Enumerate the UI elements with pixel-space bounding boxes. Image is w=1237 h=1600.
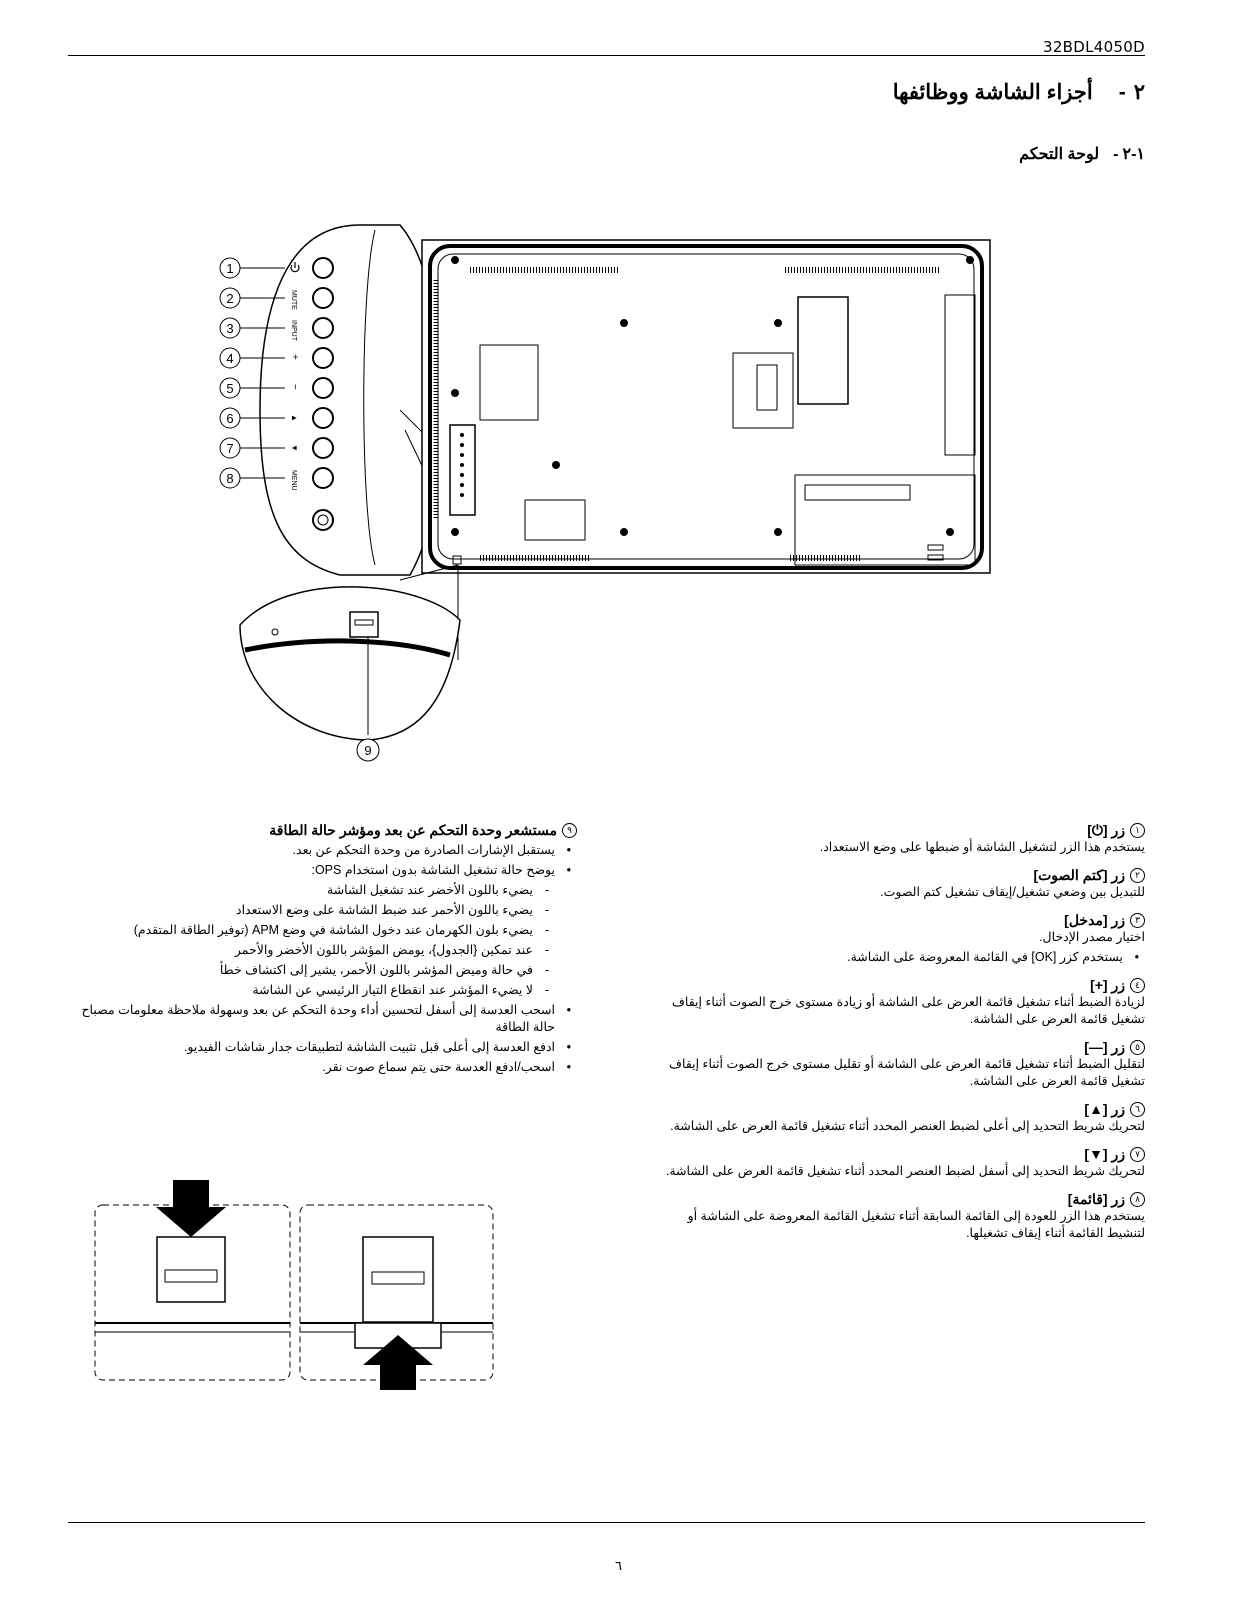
sensor-dash: - عند تمكين {الجدول}، يومض المؤشر باللون الأخضر والأحمر [77, 942, 577, 959]
item-number: ٨ [1130, 1192, 1145, 1207]
mute-label: MUTE [290, 290, 297, 310]
item-mute [665, 867, 1145, 901]
sensor-description [77, 822, 577, 1076]
callout-4: 4 [226, 351, 234, 366]
sensor-dash: - يضيء باللون الأحمر عند ضبط الشاشة على وضع الاستعداد [77, 902, 577, 919]
item-desc: للتبديل بين وضعي تشغيل/إيقاف تشغيل كتم الصوت. [880, 885, 1145, 899]
sensor-dash: - يضيء بلون الكهرمان عند دخول الشاشة في وضع APM (توفير الطاقة المتقدم) [77, 922, 577, 939]
item-plus [665, 977, 1145, 1028]
callout-6: 6 [226, 411, 234, 426]
sensor-bullet: • يوضح حالة تشغيل الشاشة بدون استخدام OPS: [77, 862, 577, 879]
subsection-heading: ١-٢-لوحة التحكم [1019, 146, 1145, 163]
minus-label: − [289, 384, 300, 390]
section-number: ٢ [1133, 81, 1145, 104]
item-title: زر [▲] [1084, 1101, 1125, 1117]
item-down [665, 1146, 1145, 1180]
item-title: زر [قائمة] [1067, 1191, 1125, 1207]
model-number: 32BDL4050D [1042, 38, 1145, 56]
subsection-title: لوحة التحكم [1019, 146, 1100, 163]
item-desc: لزيادة الضبط أثناء تشغيل قائمة العرض على الشاشة أو زيادة مستوى خرج الصوت أثناء إيقاف تشغيل قائمة العرض على الشاشة. [671, 995, 1145, 1026]
item-minus [665, 1039, 1145, 1090]
sensor-bullet: • ادفع العدسة إلى أعلى قبل تثبيت الشاشة لتطبيقات جدار شاشات الفيديو. [77, 1039, 577, 1056]
sensor-bullet: • يستقبل الإشارات الصادرة من وحدة التحكم عن بعد. [77, 842, 577, 859]
input-label: INPUT [290, 320, 297, 341]
page-number: ٦ [615, 1558, 622, 1573]
sensor-dash: - يضيء باللون الأخضر عند تشغيل الشاشة [77, 882, 577, 899]
item-desc: لتقليل الضبط أثناء تشغيل قائمة العرض على الشاشة أو تقليل مستوى خرج الصوت أثناء إيقاف تشغيل قائمة العرض على الشاشة. [669, 1057, 1145, 1088]
item-desc: يستخدم هذا الزر للعودة إلى القائمة السابقة أثناء تشغيل القائمة المعروضة على الشاشة أو لتنشيط القائمة أثناء إيقاف تشغيلها. [687, 1209, 1145, 1240]
sensor-bullet: • اسحب/ادفع العدسة حتى يتم سماع صوت نقر. [77, 1059, 577, 1076]
sensor-number: ٩ [562, 823, 577, 838]
item-desc: لتحريك شريط التحديد إلى أسفل لضبط العنصر المحدد أثناء تشغيل قائمة العرض على الشاشة. [665, 1164, 1145, 1178]
item-number: ٧ [1130, 1147, 1145, 1162]
item-up [665, 1101, 1145, 1135]
sensor-dash: - في حالة وميض المؤشر باللون الأحمر، يشير إلى اكتشاف خطأ [77, 962, 577, 979]
sensor-bullet: • اسحب العدسة إلى أسفل لتحسين أداء وحدة التحكم عن بعد وسهولة ملاحظة معلومات مصباح حالة الطاقة [77, 1002, 577, 1036]
item-title: زر [+] [1090, 977, 1125, 993]
item-desc: يستخدم هذا الزر لتشغيل الشاشة أو ضبطها على وضع الاستعداد. [819, 840, 1145, 854]
push-down-arrow-icon [156, 1180, 226, 1237]
zoom-circle-outline [260, 225, 440, 575]
sensor-zoom [240, 565, 460, 761]
item-title: زر [—] [1084, 1039, 1125, 1055]
control-panel-diagram [200, 180, 1000, 770]
item-title: زر [⏻] [1087, 822, 1125, 838]
item-number: ٥ [1130, 1040, 1145, 1055]
item-menu [665, 1191, 1145, 1242]
callout-8: 8 [226, 471, 234, 486]
callout-2: 2 [226, 291, 234, 306]
item-title: زر [مدخل] [1064, 912, 1125, 928]
monitor-back [422, 240, 990, 573]
item-number: ١ [1130, 823, 1145, 838]
item-input [665, 912, 1145, 966]
menu-label: MENU [290, 470, 297, 491]
header-rule [68, 55, 1145, 56]
item-number: ٢ [1130, 868, 1145, 883]
down-label: ▼ [290, 444, 299, 452]
subsection-number: ١-٢ [1122, 146, 1145, 163]
button-descriptions [665, 822, 1145, 1253]
callout-1: 1 [226, 261, 234, 276]
section-title: أجزاء الشاشة ووظائفها [892, 81, 1093, 104]
item-number: ٤ [1130, 978, 1145, 993]
plus-label: + [289, 354, 300, 360]
up-label: ▲ [290, 414, 299, 422]
item-power [665, 822, 1145, 856]
section-heading: ٢-أجزاء الشاشة ووظائفها [892, 81, 1145, 104]
sensor-title: مستشعر وحدة التحكم عن بعد ومؤشر حالة الطاقة [269, 822, 557, 838]
item-number: ٣ [1130, 913, 1145, 928]
item-desc: لتحريك شريط التحديد إلى أعلى لضبط العنصر المحدد أثناء تشغيل قائمة العرض على الشاشة. [670, 1119, 1145, 1133]
callout-7: 7 [226, 441, 234, 456]
callout-3: 3 [226, 321, 234, 336]
sensor-dash: - لا يضيء المؤشر عند انقطاع التيار الرئيسي عن الشاشة [77, 982, 577, 999]
callout-9: 9 [364, 743, 372, 758]
callout-5: 5 [226, 381, 234, 396]
item-title: زر [كتم الصوت] [1033, 867, 1125, 883]
item-desc: اختيار مصدر الإدخال. [1039, 930, 1145, 944]
lens-illustration [90, 1180, 500, 1390]
item-title: زر [▼] [1084, 1146, 1125, 1162]
item-bullet: • يستخدم كزر [OK] في القائمة المعروضة على الشاشة. [665, 949, 1145, 966]
footer-rule [68, 1522, 1145, 1523]
item-number: ٦ [1130, 1102, 1145, 1117]
